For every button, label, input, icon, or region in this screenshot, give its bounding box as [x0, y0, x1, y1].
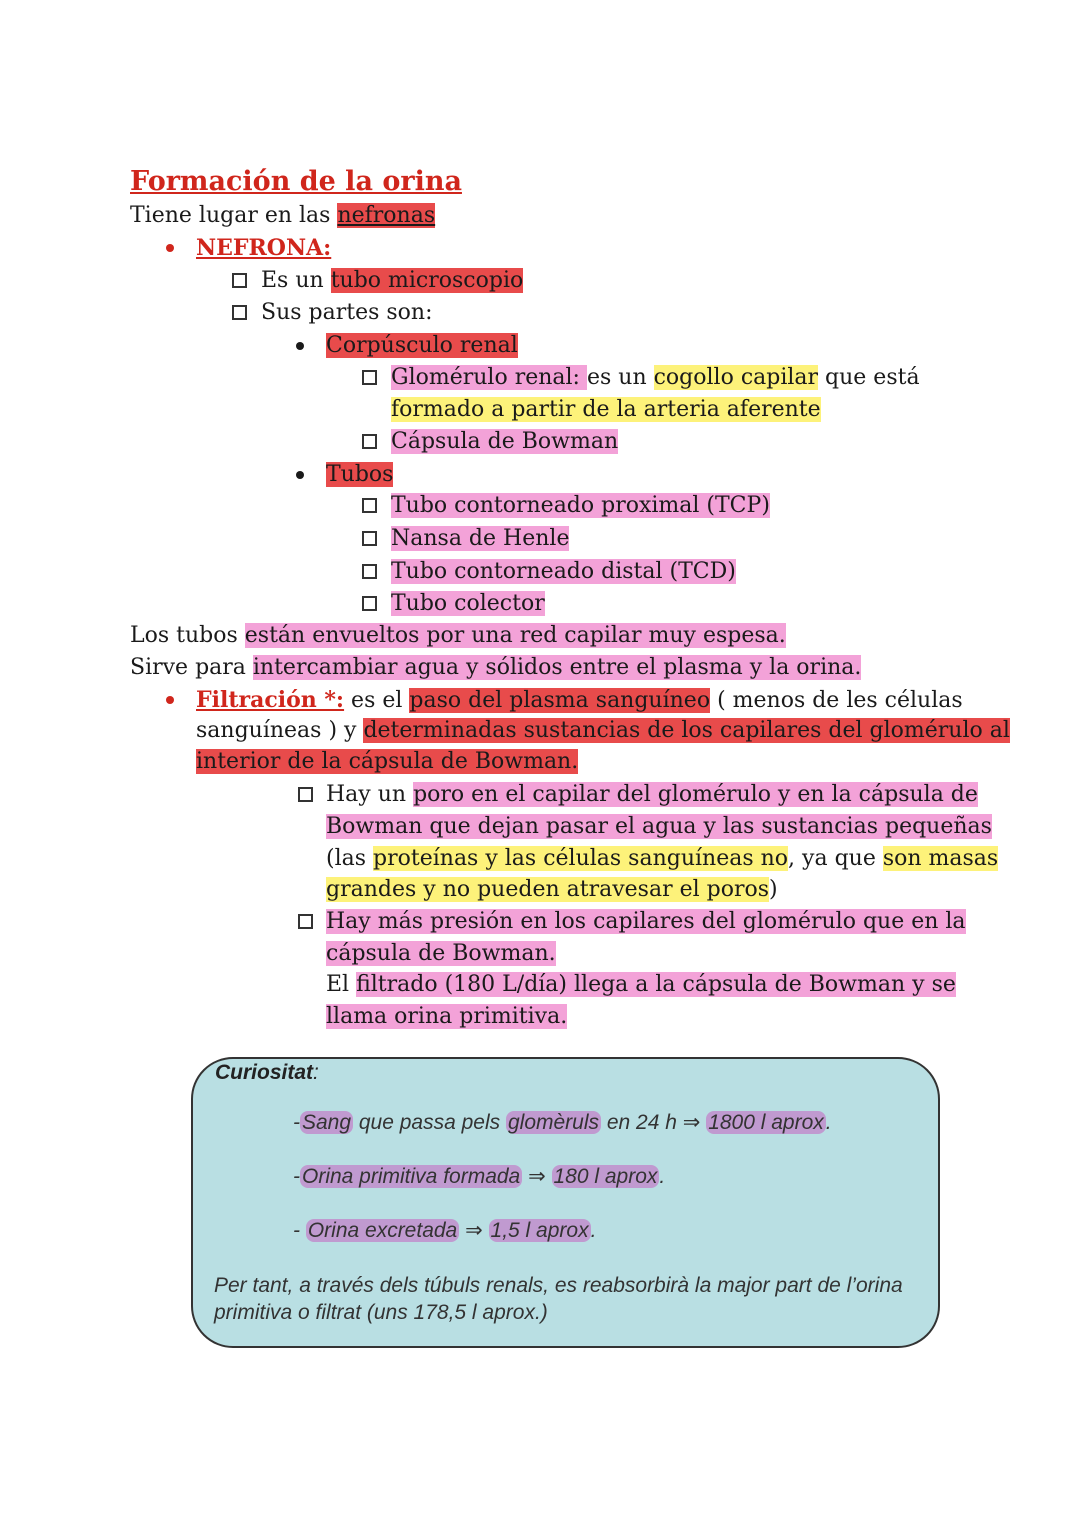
highlight: llama orina primitiva. — [326, 1004, 568, 1029]
checkbox-icon — [362, 498, 377, 513]
text: ) — [769, 877, 778, 902]
text: sanguíneas ) y — [196, 718, 364, 743]
text: Hay un — [326, 782, 414, 807]
curiosity-row-3 — [293, 1217, 596, 1245]
checkbox-icon — [232, 305, 247, 320]
text: Sirve para — [130, 655, 253, 680]
bullet-icon — [166, 696, 174, 704]
filtracion-line-3 — [196, 746, 578, 778]
highlight: interior de la cápsula de Bowman. — [196, 749, 579, 774]
text: que passa pels — [353, 1111, 506, 1134]
tubos-label — [326, 459, 393, 491]
marked: glomèruls — [507, 1111, 600, 1134]
filtracion-label: Filtración *: — [196, 687, 345, 713]
page-title: Formación de la orina — [130, 166, 462, 197]
text: - — [293, 1111, 300, 1134]
highlight: filtrado (180 L/día) llega a la cápsula de Bowman y se — [356, 972, 956, 997]
checkbox-icon — [362, 370, 377, 385]
tubos-description — [130, 620, 786, 652]
text: . — [825, 1111, 832, 1134]
curiosity-box — [191, 1057, 940, 1348]
highlight: Bowman que dejan pasar el agua y las sustancias pequeñas — [326, 814, 992, 839]
curiosity-row-2 — [293, 1163, 665, 1191]
tubo-item — [391, 490, 770, 522]
nefrona-item-2: Sus partes son: — [261, 300, 433, 325]
curiosity-summary-1: Per tant, a través dels túbuls renals, es reabsorbirà la major part de l’orina — [214, 1274, 903, 1297]
tubo-item — [391, 523, 569, 555]
text: - — [293, 1219, 306, 1242]
text: El — [326, 972, 357, 997]
presion-line-3 — [326, 969, 956, 1001]
intro-text: Tiene lugar en las — [130, 203, 338, 228]
nefrona-item-1 — [261, 265, 523, 297]
checkbox-icon — [232, 273, 247, 288]
marked: Orina primitiva formada — [302, 1165, 521, 1188]
poro-line-2 — [326, 811, 992, 843]
highlight: paso del plasma sanguíneo — [409, 688, 711, 713]
presion-line-2 — [326, 938, 556, 970]
checkbox-icon — [362, 531, 377, 546]
highlight: proteínas y las células sanguíneas no — [373, 846, 789, 871]
tubo-item-text: Tubo colector — [391, 591, 545, 616]
highlight: son masas — [882, 846, 999, 871]
presion-line-4 — [326, 1001, 567, 1033]
highlight: intercambiar agua y sólidos entre el plasma y la orina. — [252, 655, 862, 680]
tubo-item-text: Nansa de Henle — [391, 526, 570, 551]
filtracion-line-2 — [196, 715, 1010, 747]
highlight: Hay más presión en los capilares del glomérulo que en la — [326, 909, 966, 934]
curiosity-colon: : — [313, 1061, 319, 1084]
curiosity-row-1 — [293, 1109, 832, 1137]
nefrona-label: NEFRONA: — [196, 235, 332, 261]
presion-line-1 — [326, 906, 966, 938]
item-highlight: tubo microscopio — [330, 268, 524, 293]
text: ⇒ — [522, 1165, 552, 1188]
glomerulo-line-1 — [391, 362, 920, 394]
sirve-description — [130, 652, 861, 684]
marked: Orina excretada — [307, 1219, 458, 1242]
text: en 24 h ⇒ — [601, 1111, 707, 1134]
corpusculo-label — [326, 330, 518, 362]
capsula-line — [391, 426, 618, 458]
curiosity-summary-2: primitiva o filtrat (uns 178,5 l aprox.) — [214, 1301, 548, 1324]
intro-highlight: nefronas — [337, 203, 436, 228]
bullet-icon — [166, 244, 174, 252]
marked: 180 l aprox — [553, 1165, 658, 1188]
glomerulo-text-2: que está — [818, 365, 920, 390]
text: ( menos de les células — [710, 688, 963, 713]
checkbox-icon — [362, 596, 377, 611]
highlight: cápsula de Bowman. — [326, 941, 556, 966]
filtracion-line-1 — [196, 684, 963, 717]
item-text: Es un — [261, 268, 331, 293]
curiosity-title — [215, 1059, 319, 1087]
corpusculo-text: Corpúsculo renal — [326, 333, 518, 358]
checkbox-icon — [298, 787, 313, 802]
marked: 1800 l aprox — [708, 1111, 824, 1134]
tubo-item — [391, 588, 545, 620]
glomerulo-line-2 — [391, 394, 821, 426]
checkbox-icon — [362, 434, 377, 449]
tubo-item — [391, 556, 736, 588]
highlight: poro en el capilar del glomérulo y en la cápsula de — [413, 782, 978, 807]
text: es el — [344, 688, 410, 713]
poro-line-1 — [326, 779, 978, 811]
tubo-item-text: Tubo contorneado proximal (TCP) — [391, 493, 770, 518]
text: . — [590, 1219, 597, 1242]
checkbox-icon — [298, 914, 313, 929]
glomerulo-highlight: cogollo capilar — [653, 365, 819, 390]
tubo-item-text: Tubo contorneado distal (TCD) — [391, 559, 736, 584]
checkbox-icon — [362, 564, 377, 579]
poro-line-4 — [326, 874, 778, 906]
tubos-text: Tubos — [326, 462, 394, 487]
marked: Sang — [302, 1111, 352, 1134]
text: (las — [326, 846, 374, 871]
marked: 1,5 l aprox — [490, 1219, 589, 1242]
capsula-text: Cápsula de Bowman — [391, 429, 619, 454]
glomerulo-text: es un — [586, 365, 654, 390]
text: , ya que — [788, 846, 883, 871]
bullet-icon — [296, 471, 304, 479]
text: Los tubos — [130, 623, 245, 648]
highlight: grandes y no pueden atravesar el poros — [326, 877, 770, 902]
bullet-icon — [296, 342, 304, 350]
text: ⇒ — [459, 1219, 489, 1242]
glomerulo-term: Glomérulo renal: — [391, 365, 587, 390]
curiosity-title-text: Curiositat — [215, 1061, 314, 1084]
intro-line — [130, 200, 435, 232]
poro-line-3 — [326, 843, 998, 875]
text: . — [659, 1165, 666, 1188]
text: - — [293, 1165, 300, 1188]
highlight: están envueltos por una red capilar muy espesa. — [244, 623, 786, 648]
highlight: determinadas sustancias de los capilares del glomérulo al — [363, 718, 1010, 743]
glomerulo-highlight-2: formado a partir de la arteria aferente — [391, 397, 821, 422]
